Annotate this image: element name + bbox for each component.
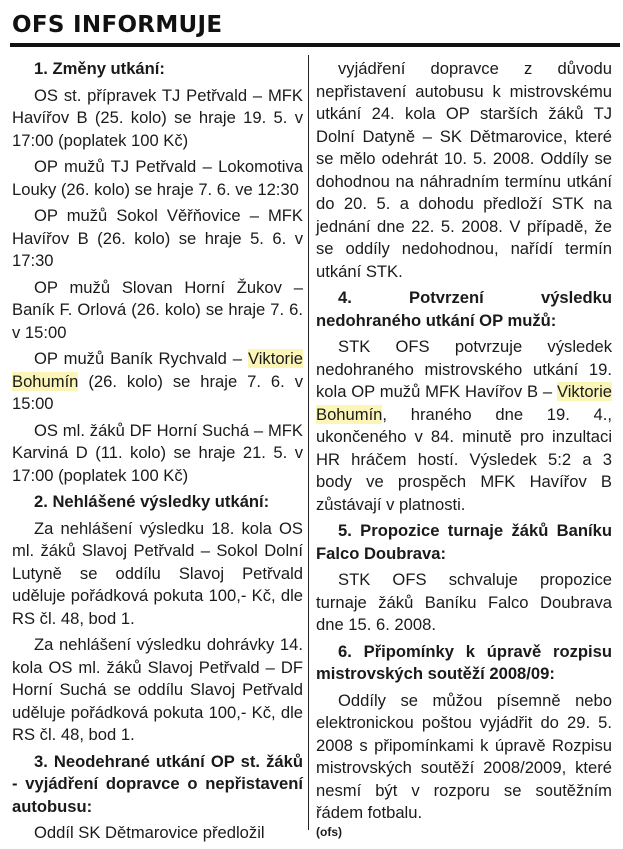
paragraph: vyjádření dopravce z důvodu nepřistavení autobusu k mistrovskému utkání 24. kola OP starších žáků TJ Dolní Datyně – SK Dětmarovice, které se mělo odehrát 10. 5. 2008. Oddíly se dohodnou na náhradním termínu utkání do 20. 5. a dohodu předloží STK na jednání dne 22. 5. 2008. V případě, že se oddíly nedohodnou, nařídí termín utkání STK. [316, 59, 612, 281]
highlighted-text: Viktorie Bohumín [316, 382, 612, 424]
section-heading-2: 2. Nehlášené výsledky utkání: [34, 492, 270, 511]
section-heading-1: 1. Změny utkání: [34, 59, 165, 78]
text: , hraného dne 19. 4., ukončeného v 84. minutě pro inzultaci HR hráčem hostí. Výsledek 5:2 a 3 body ve prospěch MFK Havířov B zůstávají v platnosti. [316, 404, 612, 514]
text: STK OFS potvrzuje výsledek nedohraného mistrovského utkání 19. kola OP mužů MFK Havířov B – [316, 337, 612, 401]
paragraph: OP mužů TJ Petřvald – Lokomotiva Louky (26. kolo) se hraje 7. 6. ve 12:30 [12, 157, 303, 199]
paragraph: STK OFS schvaluje propozice turnaje žáků Baníku Falco Doubrava dne 15. 6. 2008. [316, 570, 612, 634]
column-divider [308, 55, 309, 830]
text: OP mužů Baník Rychvald – [34, 349, 248, 368]
paragraph [12, 348, 303, 416]
paragraph: Oddíly se můžou písemně nebo elektronickou poštou vyjádřit do 29. 5. 2008 s připomínkami k úpravě Rozpisu mistrovských soutěží 2008/2009, které nesmí být v rozporu se soutěžním řádem fotbalu. [316, 690, 612, 822]
header-rule [10, 43, 620, 47]
signature: (ofs) [316, 824, 342, 839]
section-heading-3: 3. Neodehrané utkání OP st. žáků - vyjádření dopravce o nepřistavení autobusu: [12, 751, 303, 816]
section-heading-5: 5. Propozice turnaje žáků Baníku Falco Doubrava: [316, 521, 612, 563]
section-heading-6: 6. Připomínky k úpravě rozpisu mistrovských soutěží 2008/09: [316, 641, 612, 683]
paragraph: Za nehlášení výsledku 18. kola OS ml. žáků Slavoj Petřvald – Sokol Dolní Lutyně se oddílu Slavoj Petřvald uděluje pořádková pokuta 100,- Kč, dle RS čl. 48, bod 1. [12, 518, 303, 628]
paragraph [316, 336, 612, 516]
highlighted-text: Viktorie Bohumín [12, 349, 303, 391]
header [10, 4, 620, 48]
paragraph: Oddíl SK Dětmarovice předložil [34, 823, 265, 842]
paragraph: Za nehlášení výsledku dohrávky 14. kola OS ml. žáků Slavoj Petřvald – DF Horní Suchá se oddílu Slavoj Petřvald uděluje pořádková pokuta 100,- Kč, dle RS čl. 48, bod 1. [12, 635, 303, 744]
page-title: OFS INFORMUJE [12, 12, 223, 38]
text: (26. kolo) se hraje 7. 6. v 15:00 [12, 371, 303, 413]
paragraph: OS st. přípravek TJ Petřvald – MFK Havířov B (25. kolo) se hraje 19. 5. v 17:00 (poplatek 100 Kč) [12, 85, 303, 150]
left-column [12, 58, 303, 849]
paragraph: OP mužů Sokol Věřňovice – MFK Havířov B (26. kolo) se hraje 5. 6. v 17:30 [12, 206, 303, 270]
paragraph: OS ml. žáků DF Horní Suchá – MFK Karviná D (11. kolo) se hraje 21. 5. v 17:00 (poplatek 100 Kč) [12, 420, 303, 485]
paragraph: OP mužů Slovan Horní Žukov – Baník F. Orlová (26. kolo) se hraje 7. 6. v 15:00 [12, 277, 303, 342]
section-heading-4: 4. Potvrzení výsledku nedohraného utkání OP mužů: [316, 288, 612, 330]
right-column [316, 58, 612, 843]
